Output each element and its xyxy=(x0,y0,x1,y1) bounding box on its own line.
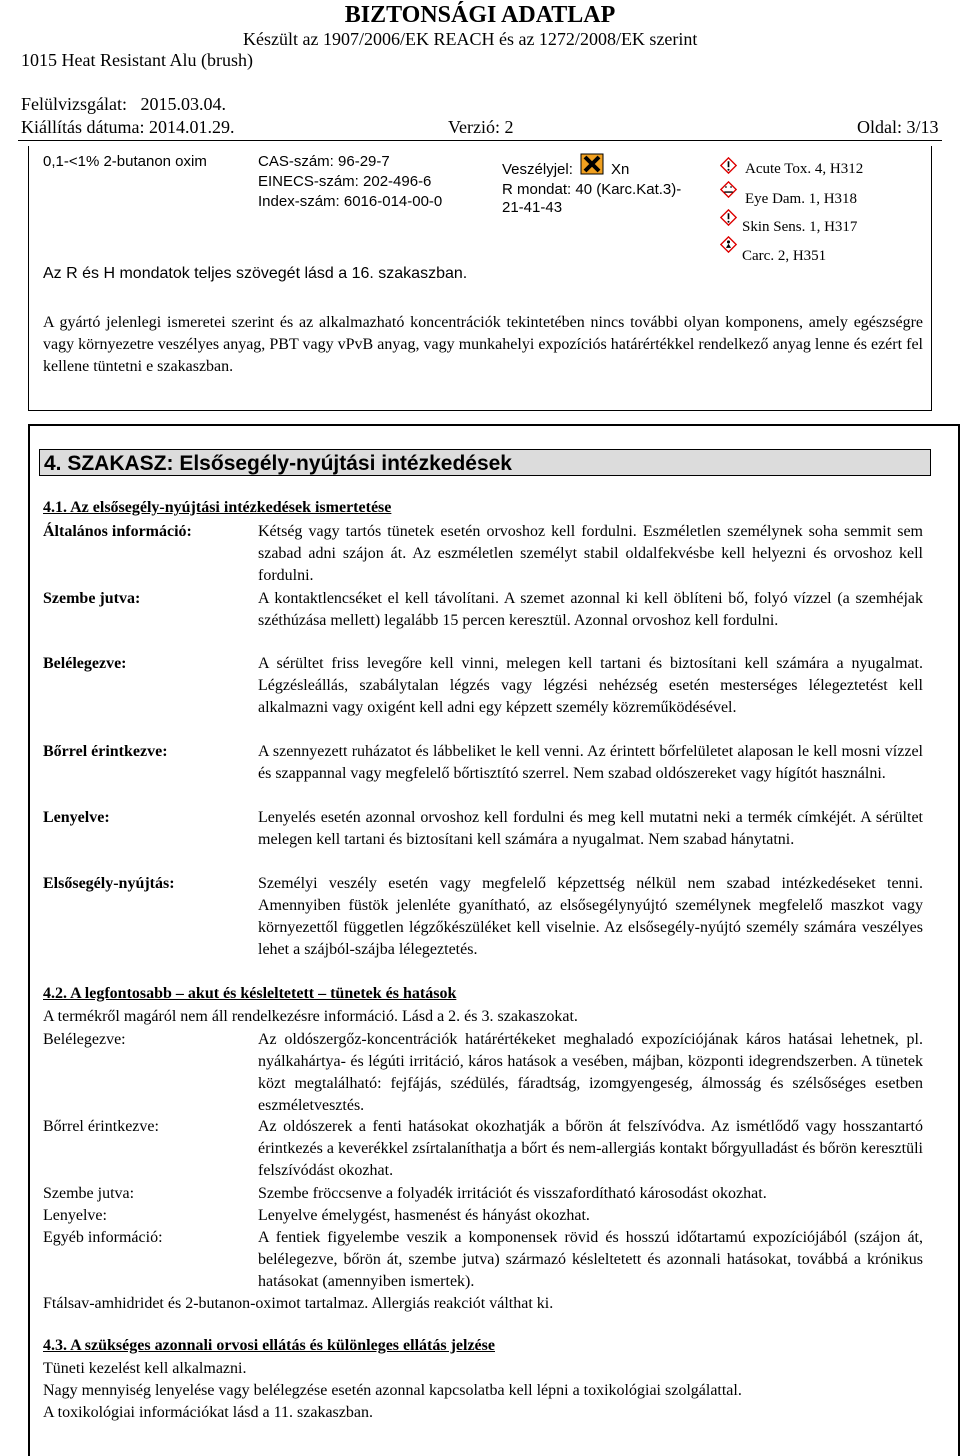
r-phrase-line2: 21-41-43 xyxy=(502,199,563,216)
subsection-4-2-outro: Ftálsav-amhidridet és 2-butanon-oximot tartalmaz. Allergiás reakciót válthat ki. xyxy=(43,1295,554,1312)
subsection-4-2-title: 4.2. A legfontosabb – akut és késleltetett – tünetek és hatások xyxy=(43,985,457,1002)
document-title: BIZTONSÁGI ADATLAP xyxy=(344,2,616,28)
row-text-eye-2: Szembe fröccsenve a folyadék irritációt és visszafordítható károsodást okozhat. xyxy=(258,1185,767,1202)
classification-acute-tox: Acute Tox. 4, H312 xyxy=(745,161,864,177)
rh-phrases-note: Az R és H mondatok teljes szövegét lásd a 16. szakaszban. xyxy=(43,265,468,282)
subsection-4-3-title: 4.3. A szükséges azonnali orvosi ellátás és különleges ellátás jelzése xyxy=(43,1337,495,1354)
component-name: 0,1-<1% 2-butanon oxim xyxy=(43,153,207,170)
row-label-inhalation: Belélegezve: xyxy=(43,655,127,672)
row-text-eye: A kontaktlencséket el kell távolítani. A szemet azonnal ki kell öblíteni bő, folyó vízzel (a szemhéjak széthúzása mellett) legalább 15 percen keresztül. Azonnal orvoshoz kell fordulni. xyxy=(258,590,923,629)
row-label-ingestion-2: Lenyelve: xyxy=(43,1207,107,1224)
index-number: Index-szám: 6016-014-00-0 xyxy=(258,193,443,210)
row-text-skin: A szennyezett ruházatot és lábbeliket le kell venni. Az érintett bőrfelületet alaposan le kell mosni vízzel és szappannal vagy megfelelő bőrtisztító szerrel. Nem szabad oldószereket vagy hígítót használni. xyxy=(258,743,923,782)
hazard-symbol: Xn xyxy=(611,161,630,178)
row-text-ingestion-2: Lenyelve émelygést, hasmenést és hányást okozhat. xyxy=(258,1207,590,1224)
row-label-ingestion: Lenyelve: xyxy=(43,809,110,826)
product-name: 1015 Heat Resistant Alu (brush) xyxy=(21,50,253,70)
cas-number: CAS-szám: 96-29-7 xyxy=(258,153,390,170)
row-label-first-aid: Elsősegély-nyújtás: xyxy=(43,875,175,892)
classification-carc: Carc. 2, H351 xyxy=(742,248,827,264)
row-text-skin-2: Az oldószerek a fenti hatásokat okozhatják a bőrön át felszívódva. Az ismétlődő vagy hosszantartó érintkezés a keverékkel zsírtalaníthatja a bőrt és nem-allergiás kontakt bőrgyulladást és bőrön keresztüli felszívódást okozhat. xyxy=(258,1118,923,1179)
version: Verzió: 2 xyxy=(448,117,514,137)
row-label-skin: Bőrrel érintkezve: xyxy=(43,743,168,760)
revision-date: Felülvizsgálat: 2015.03.04. xyxy=(21,94,226,114)
row-text-general: Kétség vagy tartós tünetek esetén orvoshoz kell fordulni. Eszméletlen személynek soha semmit sem szabad adni szájon át. Az eszméletlen személyt stabil oldalfekvésbe kell helyezni és orvoshoz kell fordulni. xyxy=(258,523,923,584)
subsection-4-2-intro: A termékről magáról nem áll rendelkezésre információ. Lásd a 2. és 3. szakaszokat. xyxy=(43,1008,578,1025)
corrosion-icon xyxy=(720,181,737,198)
row-text-ingestion: Lenyelés esetén azonnal orvoshoz kell fordulni és meg kell mutatni neki a termék címkéjét. A sérültet melegen kell tartani és biztosítani kell számára a nyugalmat. Nem szabad hánytatni. xyxy=(258,809,923,848)
section4-title: 4. SZAKASZ: Elsősegély-nyújtási intézkedések xyxy=(39,449,931,476)
page-number: Oldal: 3/13 xyxy=(857,117,939,137)
harmful-x-icon xyxy=(580,153,604,175)
subsection-4-1-title: 4.1. Az elsősegély-nyújtási intézkedések ismertetése xyxy=(43,499,392,516)
row-label-eye: Szembe jutva: xyxy=(43,590,141,607)
subsection-4-3-line3: A toxikológiai információkat lásd a 11. szakaszban. xyxy=(43,1404,373,1421)
row-label-eye-2: Szembe jutva: xyxy=(43,1185,135,1202)
exclamation-icon xyxy=(720,209,737,226)
subsection-4-3-line2: Nagy mennyiség lenyelése vagy belélegzése esetén azonnal kapcsolatba kell lépni a toxikológiai szolgálattal. xyxy=(43,1382,742,1399)
row-label-general: Általános információ: xyxy=(43,523,192,540)
subsection-4-3-line1: Tüneti kezelést kell alkalmazni. xyxy=(43,1360,247,1377)
header-divider xyxy=(18,140,942,141)
manufacturer-note: A gyártó jelenlegi ismeretei szerint és az alkalmazható koncentrációk tekintetében nincs további olyan komponens, amely egészségre vagy környezetre veszélyes anyag, PBT vagy vPvB anyag, vagy munkahelyi expozíciós határértékkel rendelkező anyag lenne és ezért fel kellene tüntetni e szakaszban. xyxy=(43,314,923,375)
document-subtitle: Készült az 1907/2006/EK REACH és az 1272/2008/EK szerint xyxy=(243,29,698,49)
row-text-inhalation: A sérültet friss levegőre kell vinni, melegen kell tartani és biztosítani kell számára a nyugalmat. Légzésleállás, szabálytalan légzés vagy légzési nehézség esetén mesterséges lélegeztetést kell alkalmazni vagy oxigént kell adni egy képzett személy közreműködésével. xyxy=(258,655,923,716)
classification-eye-dam: Eye Dam. 1, H318 xyxy=(745,191,858,207)
row-label-skin-2: Bőrrel érintkezve: xyxy=(43,1118,159,1135)
issue-date: Kiállítás dátuma: 2014.01.29. xyxy=(21,117,235,137)
row-label-inhalation-2: Belélegezve: xyxy=(43,1031,126,1048)
health-hazard-icon xyxy=(720,236,737,253)
r-phrase-line1: R mondat: 40 (Karc.Kat.3)- xyxy=(502,181,682,198)
exclamation-icon xyxy=(720,157,737,174)
row-text-other: A fentiek figyelembe veszik a komponensek rövid és hosszú időtartamú expozíciójából (szájon át, belélegezve, bőrön át, szembe jutva) származó késleltetett és azonnali hatásokat, továbbá a krónikus hatásokat (amennyiben ismertek). xyxy=(258,1229,923,1290)
row-text-inhalation-2: Az oldószergőz-koncentrációk határértékeket meghaladó expozíciójának káros hatásai lehetnek, pl. nyálkahártya- és légúti irritáció, káros hatások a vesében, májban, központi idegrendszerben. A tünetek közt megtalálható: fejfájás, szédülés, fáradtság, izomgyengeség, álmosság és szélsőséges esetben eszméletvesztés. xyxy=(258,1031,923,1114)
row-label-other: Egyéb információ: xyxy=(43,1229,163,1246)
hazard-label: Veszélyjel: xyxy=(502,161,573,178)
row-text-first-aid: Személyi veszély esetén vagy megfelelő képzettség nélkül nem szabad intézkedéseket tenni. Amennyiben füstök jelenléte gyanítható, az elsősegélynyújtó személynek megfelelő maszkot vagy környezettől független légzőkészüléket kell viselnie. Az elsősegély-nyújtó személy számára veszélyes lehet a szájból-szájba lélegeztetés. xyxy=(258,875,923,958)
classification-skin-sens: Skin Sens. 1, H317 xyxy=(742,219,858,235)
einecs-number: EINECS-szám: 202-496-6 xyxy=(258,173,432,190)
